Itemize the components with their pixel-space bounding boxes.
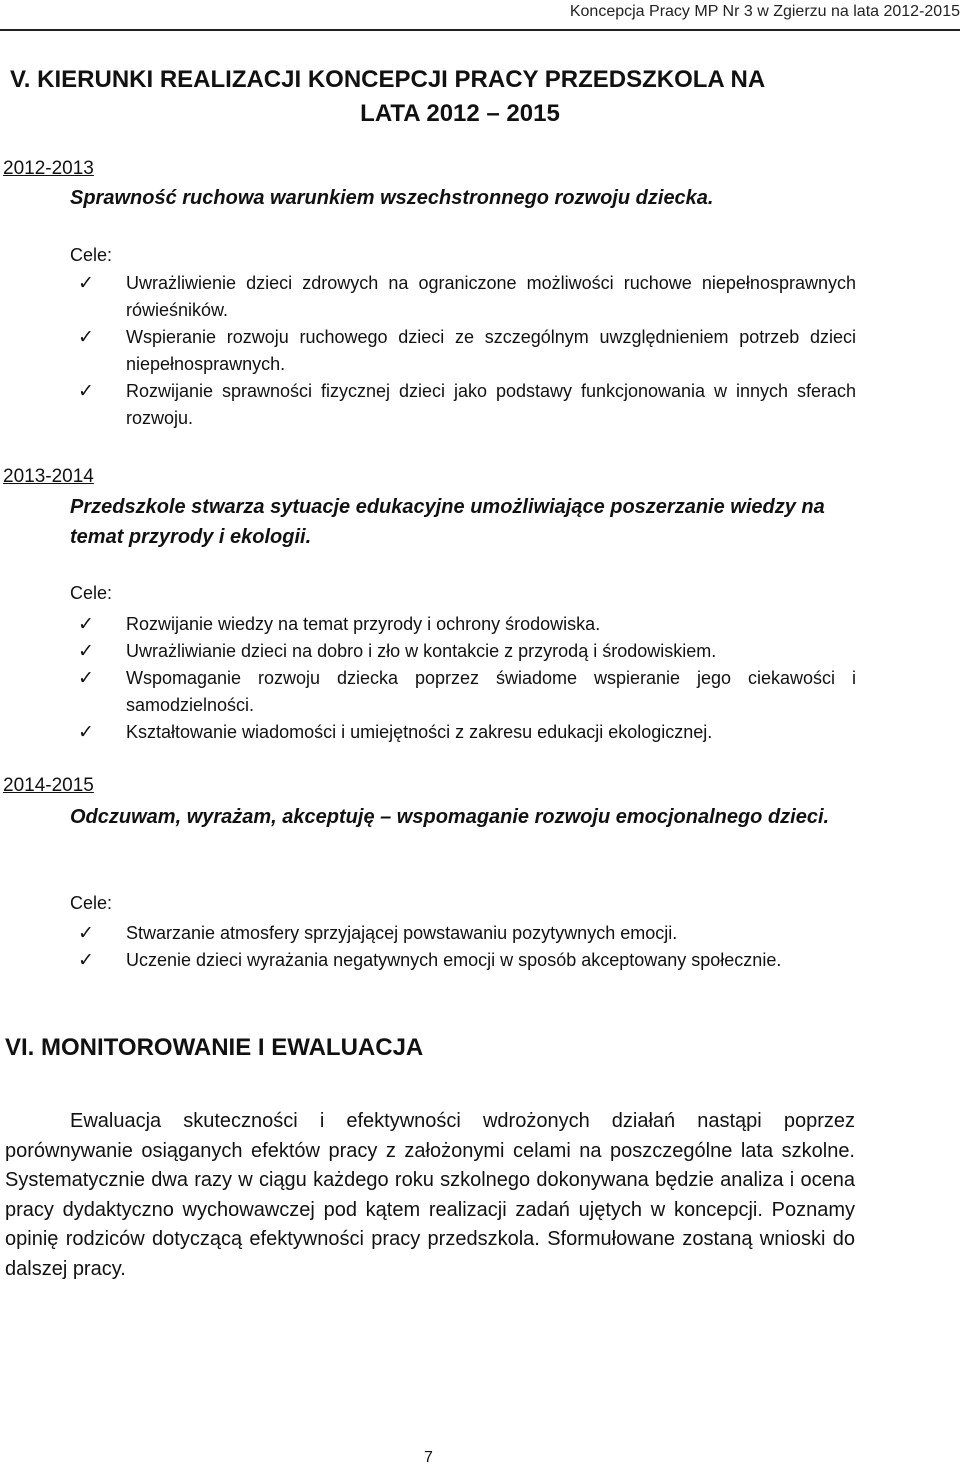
year-theme: Przedszkole stwarza sytuacje edukacyjne umożliwiające poszerzanie wiedzy na temat przyrody i ekologii. xyxy=(70,496,825,548)
goals-label: Cele: xyxy=(70,245,113,265)
list-item: ✓ Uczenie dzieci wyrażania negatywnych emocji w sposób akceptowany społecznie. xyxy=(70,947,856,974)
chapter-vi-title: VI. MONITOROWANIE I EWALUACJA xyxy=(5,1034,424,1061)
year-heading: 2013-2014 xyxy=(3,466,94,487)
goals-list xyxy=(70,270,856,432)
evaluation-paragraph: Ewaluacja skuteczności i efektywności wdrożonych działań nastąpi poprzez porównywanie osiąganych efektów pracy z założonymi celami na poszczególne lata szkolne. Systematycznie dwa razy w ciągu każdego roku szkolnego dokonywana będzie analiza i ocena pracy dydaktyczno wychowawczej pod kątem realizacji zadań ujętych w koncepcji. Poznamy opinię rodziców dotyczącą efektywności pracy przedszkola. Sformułowane zostaną wnioski do dalszej pracy. xyxy=(5,1110,855,1280)
chapter-v-title-line1: V. KIERUNKI REALIZACJI KONCEPCJI PRACY PRZEDSZKOLA NA xyxy=(10,66,766,93)
goals-label: Cele: xyxy=(70,893,113,913)
check-icon: ✓ xyxy=(78,722,94,743)
goals-label: Cele: xyxy=(70,583,113,603)
running-header: Koncepcja Pracy MP Nr 3 w Zgierzu na lata 2012-2015 xyxy=(569,3,960,20)
list-item: ✓ Wspieranie rozwoju ruchowego dzieci ze szczególnym uwzględnieniem potrzeb dzieci niepełnosprawnych. xyxy=(70,324,856,378)
page-number: 7 xyxy=(424,1449,433,1466)
check-icon: ✓ xyxy=(78,950,94,971)
year-heading: 2014-2015 xyxy=(3,775,94,796)
list-item: ✓ Uwrażliwienie dzieci zdrowych na ograniczone możliwości ruchowe niepełnosprawnych rówieśników. xyxy=(70,270,856,324)
goals-list xyxy=(70,611,856,746)
list-item: ✓ Uwrażliwianie dzieci na dobro i zło w kontakcie z przyrodą i środowiskiem. xyxy=(70,638,856,665)
list-item: ✓ Rozwijanie wiedzy na temat przyrody i ochrony środowiska. xyxy=(70,611,856,638)
list-item: ✓ Rozwijanie sprawności fizycznej dzieci jako podstawy funkcjonowania w innych sferach rozwoju. xyxy=(70,378,856,432)
header-rule xyxy=(0,29,960,31)
year-theme: Odczuwam, wyrażam, akceptuję – wspomaganie rozwoju emocjonalnego dzieci. xyxy=(70,806,830,828)
chapter-v-title-line2: LATA 2012 – 2015 xyxy=(360,100,560,127)
list-item: ✓ Kształtowanie wiadomości i umiejętności z zakresu edukacji ekologicznej. xyxy=(70,719,856,746)
year-theme: Sprawność ruchowa warunkiem wszechstronnego rozwoju dziecka. xyxy=(70,187,714,209)
year-heading: 2012-2013 xyxy=(3,158,94,179)
check-icon: ✓ xyxy=(78,614,94,635)
list-item: ✓ Stwarzanie atmosfery sprzyjającej powstawaniu pozytywnych emocji. xyxy=(70,920,856,947)
goals-list xyxy=(70,920,856,974)
check-icon: ✓ xyxy=(78,668,94,689)
check-icon: ✓ xyxy=(78,381,94,402)
check-icon: ✓ xyxy=(78,327,94,348)
check-icon: ✓ xyxy=(78,923,94,944)
check-icon: ✓ xyxy=(78,273,94,294)
list-item: ✓ Wspomaganie rozwoju dziecka poprzez świadome wspieranie jego ciekawości i samodzielności. xyxy=(70,665,856,719)
check-icon: ✓ xyxy=(78,641,94,662)
